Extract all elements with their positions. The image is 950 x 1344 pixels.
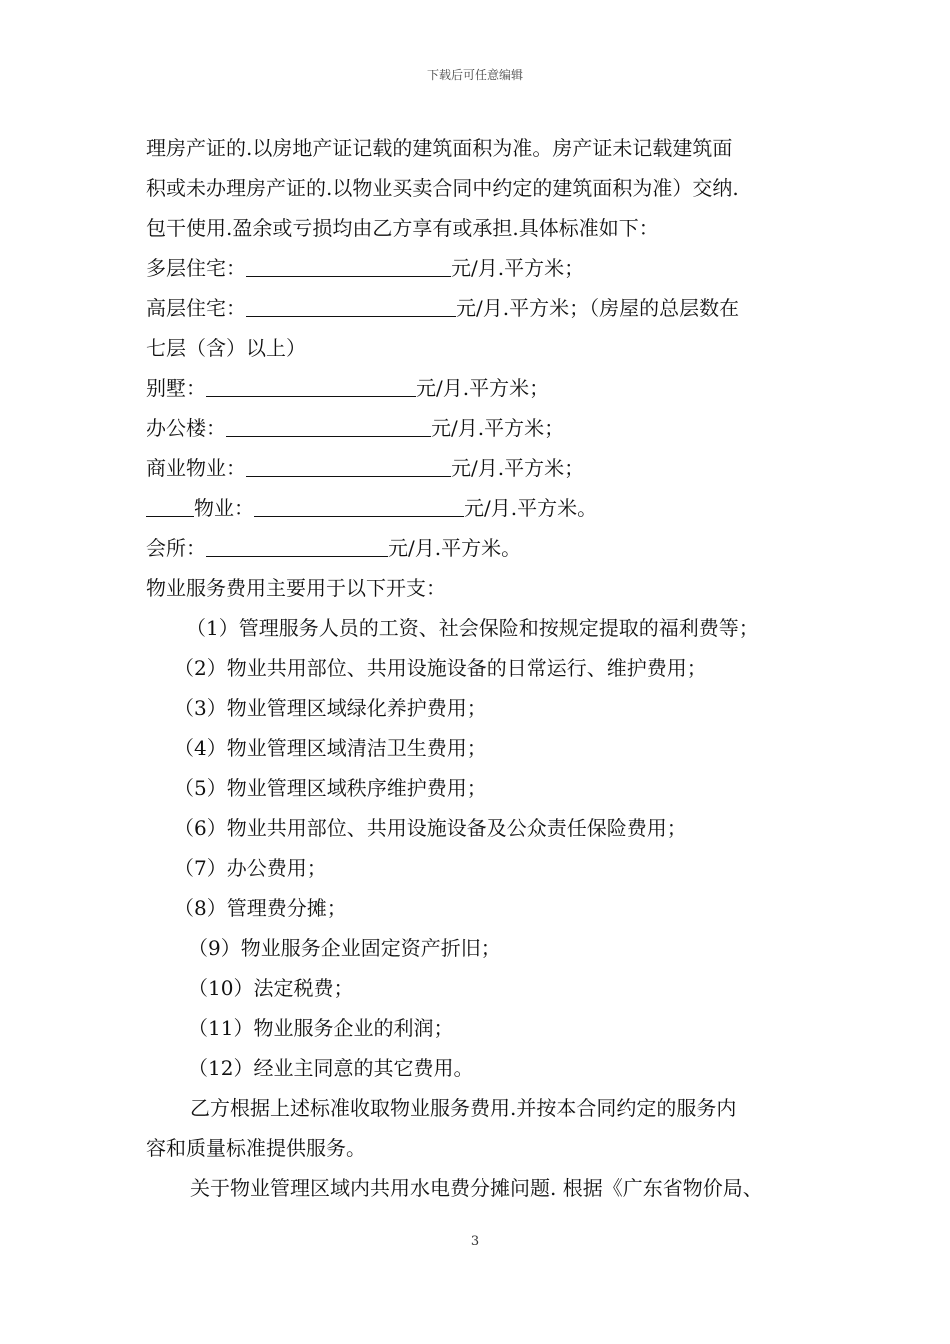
- fill-blank[interactable]: [246, 454, 451, 477]
- fee-unit: 元/月.平方米。: [388, 536, 522, 560]
- paragraph-line: 容和质量标准提供服务。: [146, 1136, 366, 1160]
- fee-commercial: [146, 448, 826, 488]
- page-number: 3: [470, 1234, 480, 1249]
- fee-label: 办公楼：: [146, 416, 226, 440]
- page-header: 下载后可任意编辑: [426, 68, 523, 82]
- list-item: （1）管理服务人员的工资、社会保险和按规定提取的福利费等；: [186, 616, 759, 640]
- fee-unit: 元/月.平方米；: [416, 376, 550, 400]
- fee-other: [146, 488, 826, 528]
- fee-label: 别墅：: [146, 376, 206, 400]
- list-item: （10）法定税费；: [188, 976, 354, 1000]
- list-item: （6）物业共用部位、共用设施设备及公众责任保险费用；: [174, 816, 687, 840]
- paragraph-line: 积或未办理房产证的.以物业买卖合同中约定的建筑面积为准）交纳.: [146, 176, 739, 200]
- paragraph-line: 包干使用.盈余或亏损均由乙方享有或承担.具体标准如下：: [146, 216, 659, 240]
- fee-label: 多层住宅：: [146, 256, 246, 280]
- fee-unit: 元/月.平方米；: [451, 256, 585, 280]
- fee-office: [146, 408, 826, 448]
- list-item: （2）物业共用部位、共用设施设备的日常运行、维护费用；: [174, 656, 707, 680]
- fee-unit: 元/月.平方米。: [464, 496, 598, 520]
- paragraph-line: 乙方根据上述标准收取物业服务费用.并按本合同约定的服务内: [190, 1096, 737, 1120]
- fee-label: 高层住宅：: [146, 296, 246, 320]
- fill-blank[interactable]: [146, 494, 194, 517]
- list-item: （4）物业管理区域清洁卫生费用；: [174, 736, 487, 760]
- list-item: （8）管理费分摊；: [174, 896, 347, 920]
- fill-blank[interactable]: [246, 294, 456, 317]
- expenses-intro: 物业服务费用主要用于以下开支：: [146, 576, 446, 600]
- fee-unit: 元/月.平方米；: [431, 416, 565, 440]
- list-item: （12）经业主同意的其它费用。: [188, 1056, 474, 1080]
- paragraph-line: 理房产证的.以房地产证记载的建筑面积为准。房产证未记载建筑面: [146, 136, 733, 160]
- fee-unit: 元/月.平方米；: [451, 456, 585, 480]
- list-item: （11）物业服务企业的利润；: [188, 1016, 454, 1040]
- fee-note-continued: 七层（含）以上）: [146, 336, 306, 360]
- paragraph-line: 关于物业管理区域内共用水电费分摊问题. 根据《广东省物价局、: [190, 1176, 763, 1200]
- fill-blank[interactable]: [206, 534, 388, 557]
- fill-blank[interactable]: [206, 374, 416, 397]
- fee-club: [146, 528, 826, 568]
- fill-blank[interactable]: [226, 414, 431, 437]
- fill-blank[interactable]: [254, 494, 464, 517]
- fee-note: （房屋的总层数在: [589, 296, 740, 320]
- document-body: [146, 128, 826, 1208]
- fee-multi-storey: [146, 248, 826, 288]
- fee-label: 物业：: [194, 496, 254, 520]
- fee-label: 商业物业：: [146, 456, 246, 480]
- list-item: （3）物业管理区域绿化养护费用；: [174, 696, 487, 720]
- fee-unit: 元/月.平方米；: [456, 296, 590, 320]
- fee-label: 会所：: [146, 536, 206, 560]
- fee-villa: [146, 368, 826, 408]
- fill-blank[interactable]: [246, 254, 451, 277]
- list-item: （7）办公费用；: [174, 856, 327, 880]
- list-item: （9）物业服务企业固定资产折旧；: [188, 936, 501, 960]
- fee-high-rise: [146, 288, 826, 328]
- list-item: （5）物业管理区域秩序维护费用；: [174, 776, 487, 800]
